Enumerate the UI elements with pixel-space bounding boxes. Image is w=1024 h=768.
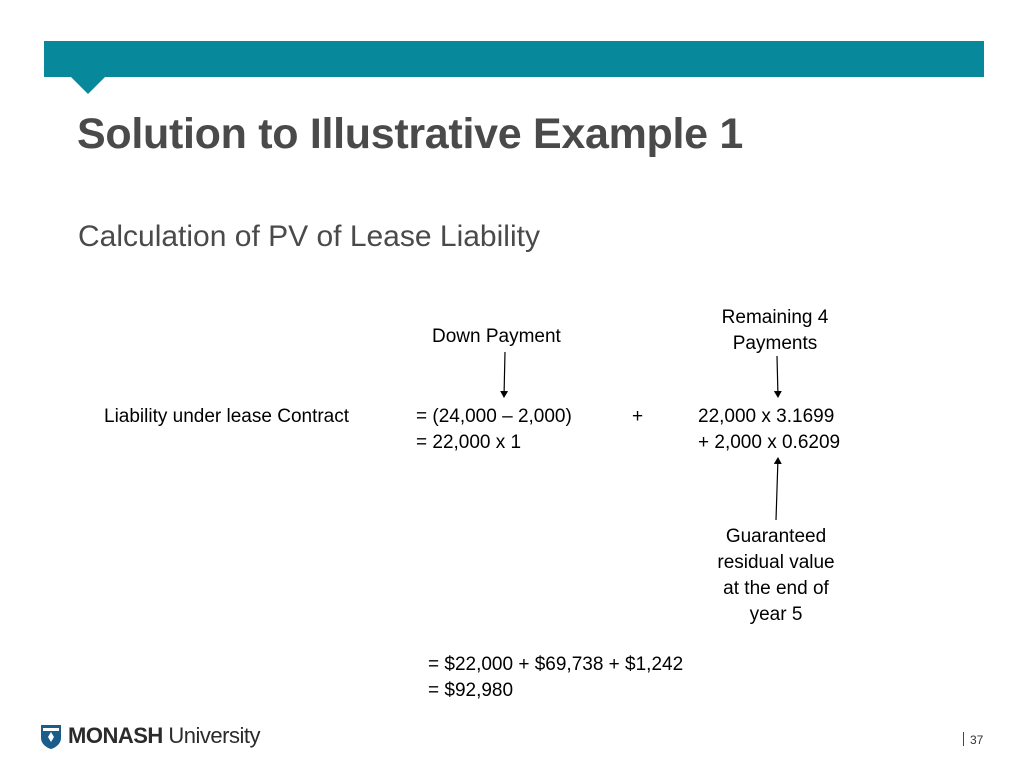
wordmark-rest: University bbox=[162, 723, 260, 748]
down-payment-calc bbox=[416, 404, 572, 456]
guaranteed-line-4: year 5 bbox=[749, 604, 803, 625]
guaranteed-residual-label bbox=[696, 524, 856, 628]
result-line-1: = $22,000 + $69,738 + $1,242 bbox=[428, 654, 684, 675]
arrow-down-payment bbox=[504, 352, 505, 397]
monash-wordmark bbox=[68, 723, 260, 749]
guaranteed-line-2: residual value bbox=[717, 552, 835, 573]
header-banner-notch bbox=[71, 77, 105, 94]
remaining-payments-label bbox=[700, 305, 850, 357]
remaining-payments-calc bbox=[698, 404, 840, 456]
result-line-2: = $92,980 bbox=[428, 680, 514, 701]
row-label: Liability under lease Contract bbox=[104, 406, 350, 427]
page-number-separator bbox=[963, 732, 964, 746]
wordmark-bold: MONASH bbox=[68, 723, 163, 748]
arrow-remaining-payments bbox=[777, 356, 778, 397]
guaranteed-line-3: at the end of bbox=[723, 578, 829, 599]
page-number: 37 bbox=[970, 733, 984, 747]
guaranteed-line-1: Guaranteed bbox=[725, 526, 827, 547]
down-payment-label: Down Payment bbox=[432, 326, 561, 347]
remaining-label-line-1: Remaining 4 bbox=[721, 307, 829, 328]
remaining-calc-line-1: 22,000 x 3.1699 bbox=[698, 406, 835, 427]
remaining-calc-line-2: + 2,000 x 0.6209 bbox=[698, 432, 841, 453]
remaining-label-line-2: Payments bbox=[732, 333, 818, 354]
monash-crest-icon bbox=[40, 722, 62, 752]
result bbox=[428, 652, 683, 704]
plus-sign: + bbox=[632, 406, 644, 427]
slide-title: Solution to Illustrative Example 1 bbox=[77, 110, 744, 158]
arrow-guaranteed-residual bbox=[776, 458, 778, 520]
down-payment-calc-line-2: = 22,000 x 1 bbox=[416, 432, 522, 453]
slide-subtitle: Calculation of PV of Lease Liability bbox=[78, 220, 540, 253]
down-payment-calc-line-1: = (24,000 – 2,000) bbox=[416, 406, 572, 427]
header-banner bbox=[44, 41, 984, 77]
